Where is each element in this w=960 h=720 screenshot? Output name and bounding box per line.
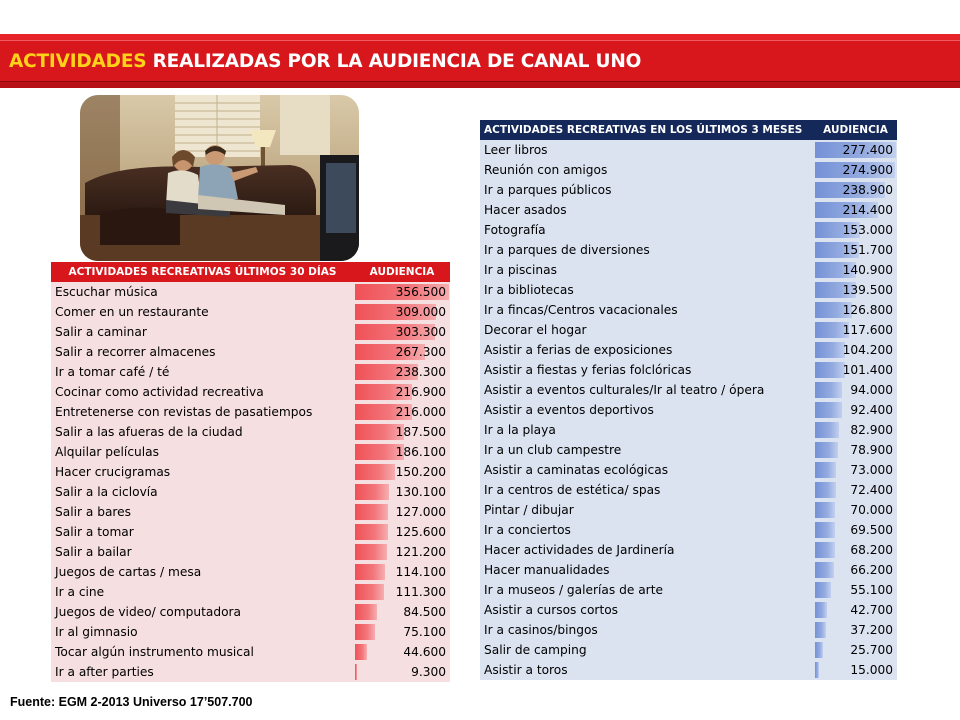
audience-bar [355,584,384,600]
audience-bar [815,422,839,438]
activity-label: Ir a un club campestre [484,443,622,457]
table-header-row [51,262,450,282]
audience-value: 139.500 [842,283,893,297]
table-row [51,422,450,442]
audience-value: 66.200 [850,563,893,577]
slide-title [0,40,960,82]
table-row [480,180,897,200]
activity-label: Tocar algún instrumento musical [55,645,254,659]
activity-label: Ir a fincas/Centros vacacionales [484,303,678,317]
audience-value: 356.500 [395,285,446,299]
activity-label: Pintar / dibujar [484,503,574,517]
activity-label: Asistir a eventos deportivos [484,403,654,417]
activity-label: Hacer crucigramas [55,465,171,479]
table-row [480,660,897,680]
audience-cell [354,522,450,542]
activity-label: Entretenerse con revistas de pasatiempos [55,405,313,419]
table-row [480,200,897,220]
activity-label: Salir a bailar [55,545,132,559]
audience-cell [354,442,450,462]
audience-cell [814,160,897,180]
column-header-activity: ACTIVIDADES RECREATIVAS EN LOS ÚLTIMOS 3 MESES [480,120,814,140]
audience-cell [814,560,897,580]
audience-value: 75.100 [403,625,446,639]
audience-bar [355,564,385,580]
audience-value: 73.000 [850,463,893,477]
audience-value: 153.000 [842,223,893,237]
activity-label: Ir a centros de estética/ spas [484,483,661,497]
audience-value: 9.300 [411,665,446,679]
activity-label: Ir a bibliotecas [484,283,574,297]
title-rest: REALIZADAS POR LA AUDIENCIA DE CANAL UNO [152,50,642,72]
audience-value: 101.400 [842,363,893,377]
audience-value: 238.900 [842,183,893,197]
audience-value: 277.400 [842,143,893,157]
audience-cell [354,322,450,342]
table-row [51,442,450,462]
audience-cell [354,622,450,642]
audience-bar [815,382,842,398]
activity-label: Ir a la playa [484,423,556,437]
audience-value: 216.000 [395,405,446,419]
audience-value: 82.900 [850,423,893,437]
audience-value: 140.900 [842,263,893,277]
audience-value: 267.300 [395,345,446,359]
audience-value: 238.300 [395,365,446,379]
table-row [51,642,450,662]
table-row [480,160,897,180]
activity-label: Ir a tomar café / té [55,365,170,379]
table-row [480,300,897,320]
audience-value: 214.400 [842,203,893,217]
activity-label: Decorar el hogar [484,323,587,337]
audience-cell [814,240,897,260]
side-window [280,95,330,155]
audience-cell [354,462,450,482]
audience-value: 15.000 [850,663,893,677]
audience-cell [354,482,450,502]
audience-value: 126.800 [842,303,893,317]
audience-cell [354,422,450,442]
audience-bar [815,442,838,458]
audience-value: 111.300 [395,585,446,599]
activity-label: Juegos de video/ computadora [55,605,242,619]
table-row [51,342,450,362]
audience-value: 84.500 [403,605,446,619]
table-row [480,360,897,380]
activity-label: Asistir a ferias de exposiciones [484,343,673,357]
table-row [480,460,897,480]
table-row [480,320,897,340]
audience-cell [354,662,450,682]
activity-label: Ir a casinos/bingos [484,623,598,637]
table-ultimos-3-meses [480,120,897,680]
audience-bar [355,544,387,560]
activity-label: Ir a after parties [55,665,154,679]
table-row [480,140,897,160]
activity-label: Fotografía [484,223,546,237]
audience-cell [814,540,897,560]
activity-label: Salir a la ciclovía [55,485,158,499]
audience-cell [814,200,897,220]
table-row [480,620,897,640]
activity-label: Asistir a caminatas ecológicas [484,463,669,477]
audience-bar [815,362,845,378]
audience-value: 78.900 [850,443,893,457]
audience-bar [815,502,835,518]
activity-label: Asistir a toros [484,663,568,677]
couple-sofa-illustration [80,95,359,261]
audience-cell [814,360,897,380]
audience-value: 150.200 [395,465,446,479]
audience-cell [814,300,897,320]
audience-cell [814,280,897,300]
audience-bar [815,642,823,658]
audience-cell [814,460,897,480]
audience-cell [814,520,897,540]
audience-bar [355,504,388,520]
audience-cell [814,340,897,360]
audience-value: 117.600 [842,323,893,337]
audience-cell [814,600,897,620]
table-row [480,240,897,260]
column-header-audience: AUDIENCIA [354,262,450,282]
table-row [480,440,897,460]
activity-label: Salir a caminar [55,325,147,339]
audience-value: 55.100 [850,583,893,597]
audience-bar [815,542,835,558]
table-row [51,362,450,382]
activity-label: Ir a parques públicos [484,183,612,197]
table-row [480,400,897,420]
table-row [51,602,450,622]
audience-cell [354,582,450,602]
source-note: Fuente: EGM 2-2013 Universo 17’507.700 [10,695,253,709]
table-row [51,322,450,342]
activity-label: Escuchar música [55,285,158,299]
audience-cell [814,140,897,160]
audience-value: 92.400 [850,403,893,417]
audience-cell [354,542,450,562]
activity-label: Hacer asados [484,203,567,217]
table-row [480,380,897,400]
audience-bar [815,462,836,478]
table-row [51,402,450,422]
audience-value: 70.000 [850,503,893,517]
audience-bar [355,464,395,480]
man-body [198,164,238,199]
activity-label: Salir de camping [484,643,587,657]
audience-cell [814,500,897,520]
activity-label: Juegos de cartas / mesa [55,565,202,579]
audience-cell [354,562,450,582]
audience-bar [355,664,357,680]
table-row [51,522,450,542]
audience-cell [814,660,897,680]
activity-label: Ir a piscinas [484,263,557,277]
table-row [480,600,897,620]
audience-cell [814,180,897,200]
table-row [51,562,450,582]
audience-value: 104.200 [842,343,893,357]
table-row [480,480,897,500]
table-row [51,482,450,502]
table-body [480,140,897,680]
audience-cell [814,580,897,600]
column-header-activity: ACTIVIDADES RECREATIVAS ÚLTIMOS 30 DÍAS [51,262,354,282]
audience-value: 130.100 [395,485,446,499]
table-row [51,382,450,402]
audience-value: 187.500 [395,425,446,439]
activity-label: Cocinar como actividad recreativa [55,385,264,399]
audience-value: 125.600 [395,525,446,539]
audience-bar [815,482,836,498]
audience-value: 303.300 [395,325,446,339]
audience-cell [354,502,450,522]
table-row [480,640,897,660]
audience-bar [815,402,842,418]
audience-cell [814,260,897,280]
title-highlight: ACTIVIDADES [9,50,147,72]
audience-value: 127.000 [395,505,446,519]
table-ultimos-30-dias [51,262,450,682]
woman-body [166,170,202,205]
activity-label: Salir a tomar [55,525,134,539]
table-row [480,280,897,300]
audience-bar [815,522,835,538]
table-row [51,502,450,522]
audience-value: 94.000 [850,383,893,397]
audience-bar [815,342,845,358]
audience-bar [815,662,819,678]
activity-label: Salir a recorrer almacenes [55,345,216,359]
activity-label: Salir a las afueras de la ciudad [55,425,243,439]
audience-value: 114.100 [395,565,446,579]
audience-value: 216.900 [395,385,446,399]
activity-label: Reunión con amigos [484,163,608,177]
audience-cell [814,440,897,460]
table-row [480,340,897,360]
audience-cell [814,640,897,660]
audience-bar [355,624,375,640]
audience-cell [814,420,897,440]
audience-cell [814,220,897,240]
audience-bar [355,604,377,620]
audience-bar [815,602,827,618]
table-row [480,560,897,580]
activity-label: Asistir a eventos culturales/Ir al teatro / ópera [484,383,765,397]
activity-label: Salir a bares [55,505,131,519]
audience-value: 121.200 [395,545,446,559]
table-row [51,542,450,562]
table-row [51,662,450,682]
audience-value: 151.700 [842,243,893,257]
table-row [51,622,450,642]
activity-label: Asistir a cursos cortos [484,603,619,617]
audience-value: 309.000 [395,305,446,319]
audience-cell [814,400,897,420]
activity-label: Ir a parques de diversiones [484,243,650,257]
table-row [480,260,897,280]
audience-cell [354,382,450,402]
audience-cell [814,480,897,500]
audience-cell [354,342,450,362]
table-row [51,282,450,302]
activity-label: Ir a conciertos [484,523,571,537]
table-row [480,500,897,520]
table-row [480,520,897,540]
table-body [51,282,450,682]
audience-cell [354,402,450,422]
audience-cell [354,302,450,322]
audience-bar [815,622,826,638]
table-row [51,582,450,602]
audience-bar [355,524,388,540]
activity-label: Ir a cine [55,585,105,599]
audience-bar [355,484,389,500]
audience-value: 68.200 [850,543,893,557]
activity-label: Asistir a fiestas y ferias folclóricas [484,363,692,377]
audience-cell [814,380,897,400]
couple-sofa-photo [80,95,359,261]
activity-label: Ir al gimnasio [55,625,138,639]
audience-cell [354,602,450,622]
audience-bar [815,562,834,578]
activity-label: Hacer manualidades [484,563,610,577]
audience-cell [354,362,450,382]
audience-bar [815,582,831,598]
table-row [480,540,897,560]
audience-value: 37.200 [850,623,893,637]
audience-value: 72.400 [850,483,893,497]
audience-cell [814,620,897,640]
audience-cell [354,642,450,662]
audience-value: 274.900 [842,163,893,177]
activity-label: Hacer actividades de Jardinería [484,543,675,557]
audience-value: 69.500 [850,523,893,537]
activity-label: Ir a museos / galerías de arte [484,583,663,597]
column-header-audience: AUDIENCIA [814,120,897,140]
audience-value: 42.700 [850,603,893,617]
table-row [51,462,450,482]
table-header-row [480,120,897,140]
table-row [480,220,897,240]
audience-value: 44.600 [403,645,446,659]
table-row [480,420,897,440]
activity-label: Comer en un restaurante [55,305,209,319]
table-row [480,580,897,600]
audience-cell [354,282,450,302]
audience-value: 186.100 [395,445,446,459]
table-row [51,302,450,322]
activity-label: Leer libros [484,143,548,157]
audience-cell [814,320,897,340]
audience-bar [355,644,367,660]
activity-label: Alquilar películas [55,445,159,459]
audience-value: 25.700 [850,643,893,657]
